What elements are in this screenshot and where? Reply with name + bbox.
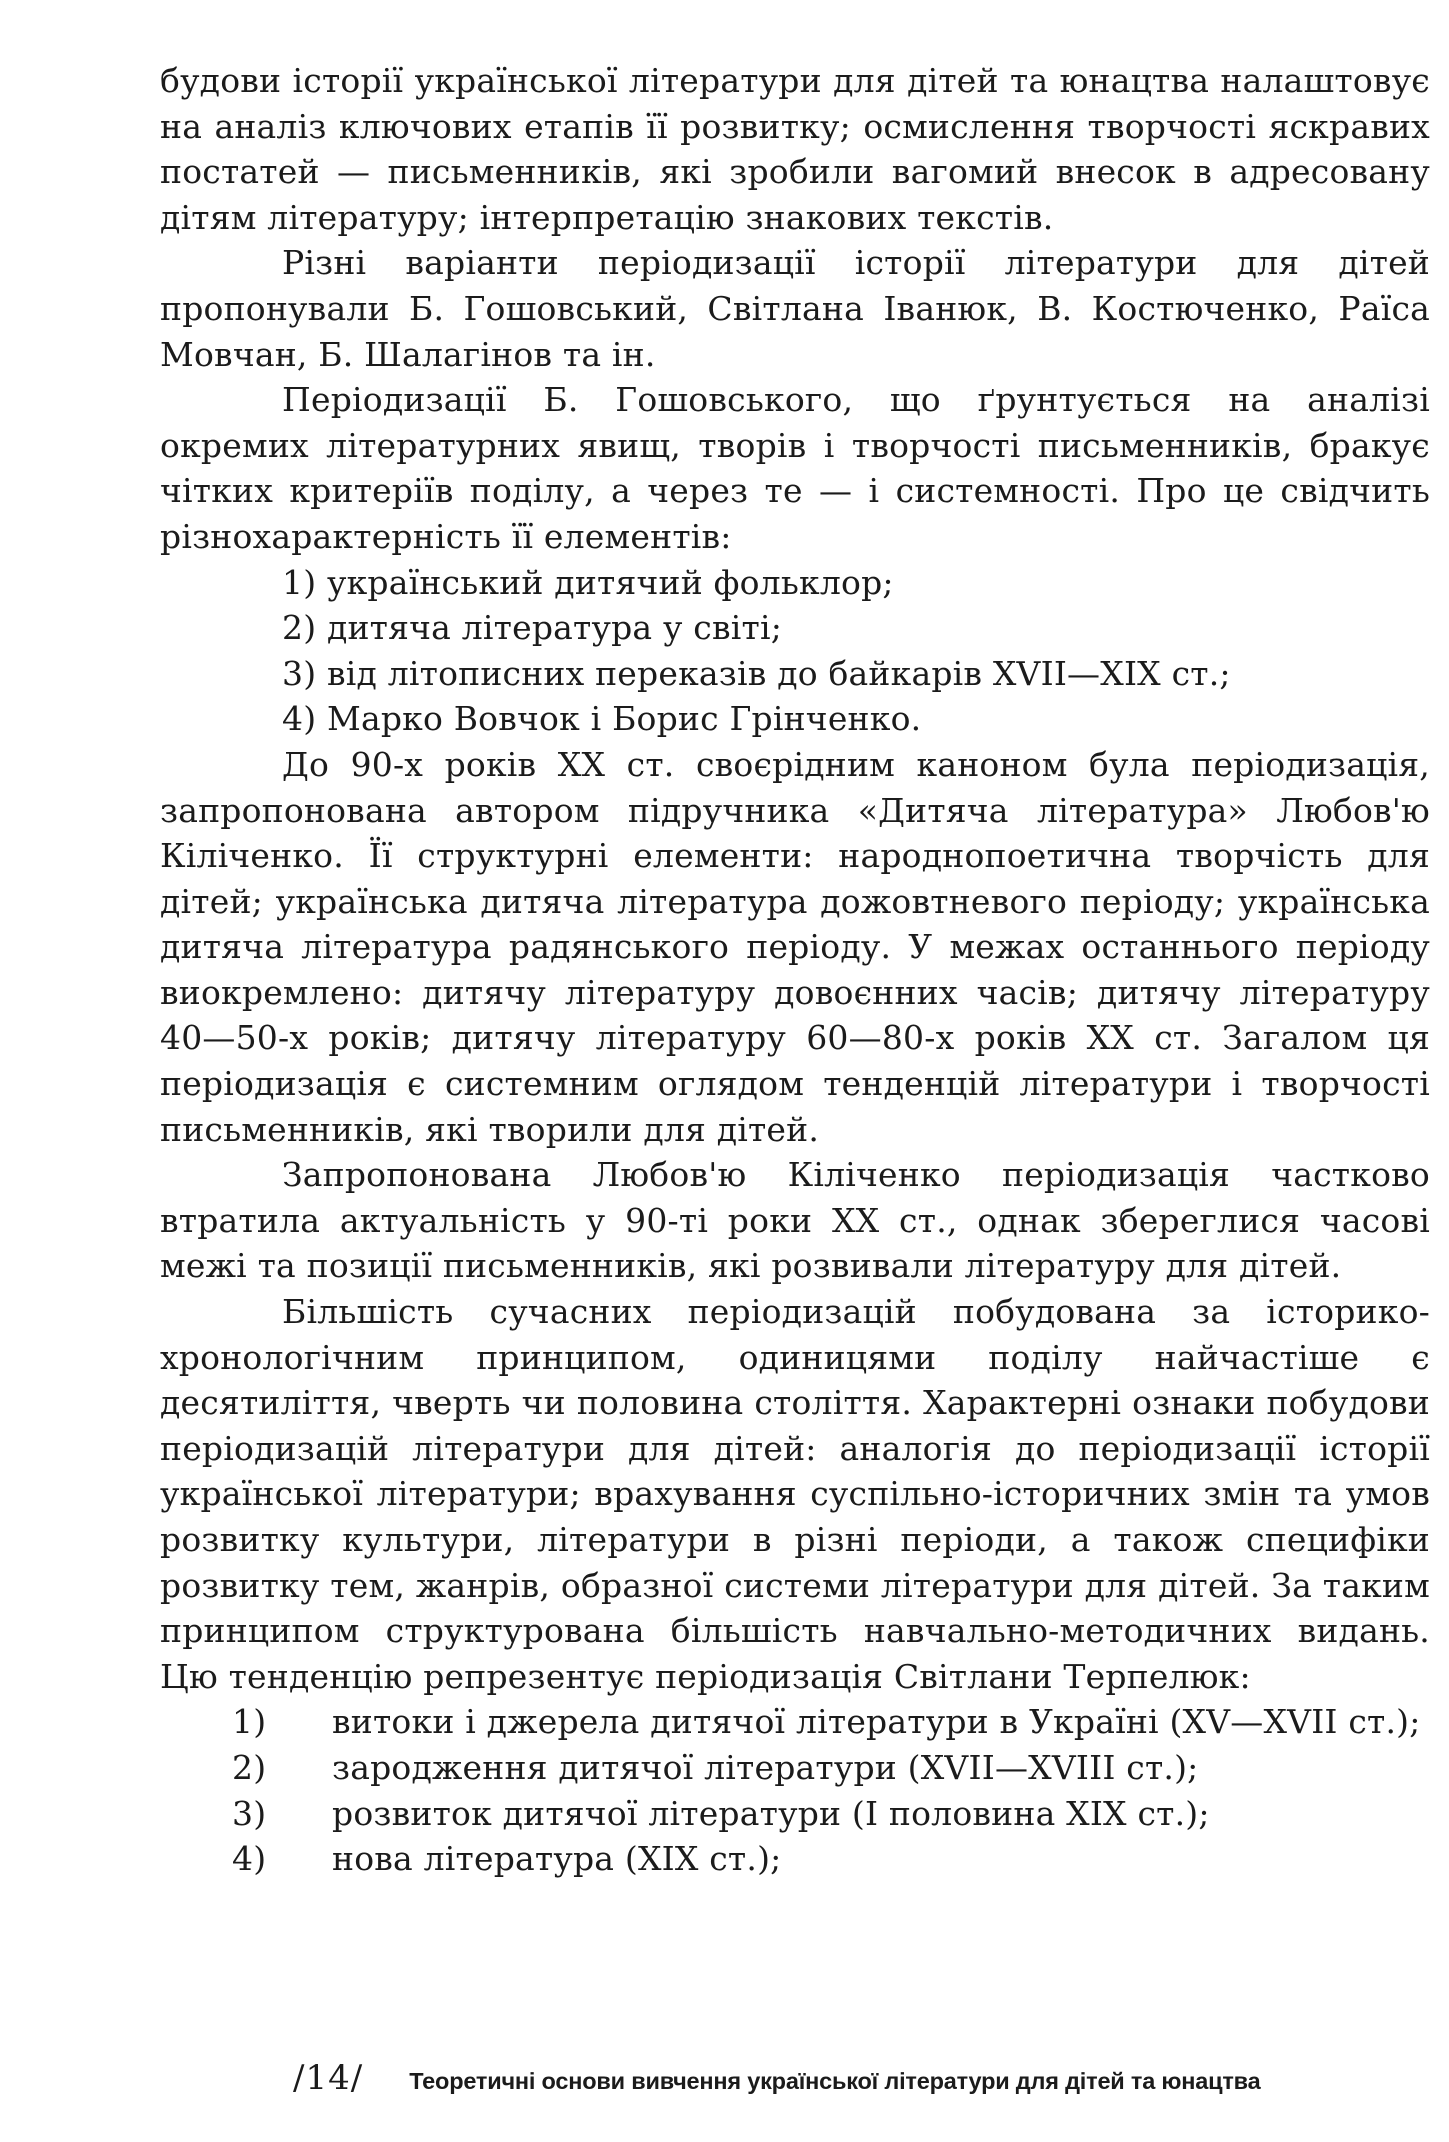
terpeliuk-periods-list [160, 1699, 1430, 1881]
list-item [160, 1745, 1430, 1791]
goshovsky-periods-list [160, 560, 1430, 742]
list-item [160, 1791, 1430, 1837]
paragraph-5: Запропонована Любов'ю Кіліченко періодизація частково втратила актуальність у 90-ті роки XX ст., однак збереглися часові межі та позиції письменників, які розвивали літературу для дітей. [160, 1155, 1430, 1286]
list-item-number: 2) [232, 1747, 267, 1787]
list-item: 3) від літописних переказів до байкарів XVII—XIX ст.; [282, 653, 1231, 693]
list-item-number: 4) [232, 1839, 267, 1879]
list-item-text: зародження дитячої літератури (XVII—XVIII ст.); [332, 1747, 1199, 1787]
list-item-number: 3) [232, 1793, 267, 1833]
list-item-number: 1) [232, 1702, 267, 1742]
page-content [160, 58, 1430, 1882]
list-item [160, 1836, 1430, 1882]
list-item: 4) Марко Вовчок і Борис Грінченко. [282, 699, 922, 739]
list-item-text: розвиток дитячої літератури (I половина XIX ст.); [332, 1793, 1210, 1833]
paragraph-6: Більшість сучасних періодизацій побудована за історико-хронологічним принципом, одиницями поділу найчастіше є десятиліття, чверть чи половина століття. Характерні ознаки побудови періодизацій літератури для дітей: аналогія до періодизації історії української літератури; врахування суспільно-історичних змін та умов розвитку культури, літератури в різні періоди, а також специфіки розвитку тем, жанрів, образної системи літератури для дітей. За таким принципом структурована більшість навчально-методичних видань. Цю тенденцію репрезентує періодизація Світлани Терпелюк: [160, 1292, 1430, 1696]
paragraph-1: будови історії української літератури для дітей та юнацтва налаштовує на аналіз ключових етапів її розвитку; осмислення творчості яскравих постатей — письменників, які зробили вагомий внесок в адресовану дітям літературу; інтерпретацію знакових текстів. [160, 61, 1430, 237]
running-title: Теоретичні основи вивчення української літератури для дітей та юнацтва [409, 2068, 1261, 2094]
paragraph-4: До 90-х років XX ст. своєрідним каноном була періодизація, запропонована автором підручника «Дитяча література» Любов'ю Кіліченко. Її структурні елементи: народнопоетична творчість для дітей; українська дитяча література дожовтневого періоду; українська дитяча література радянського періоду. У межах останнього періоду виокремлено: дитячу літературу довоєнних часів; дитячу літературу 40—50-х років; дитячу літературу 60—80-х років XX ст. Загалом ця періодизація є системним оглядом тенденцій літератури і творчості письменників, які творили для дітей. [160, 744, 1430, 1149]
page-number: /14/ [293, 2058, 364, 2098]
list-item: 1) український дитячий фольклор; [282, 562, 894, 602]
list-item [160, 1699, 1430, 1745]
list-item-text: нова література (XIX ст.); [332, 1839, 782, 1879]
paragraph-3: Періодизації Б. Гошовського, що ґрунтується на аналізі окремих літературних явищ, творів і творчості письменників, бракує чітких критеріїв поділу, а через те — і системності. Про це свідчить різнохарактерність її елементів: [160, 380, 1430, 556]
list-item-text: витоки і джерела дитячої літератури в Україні (XV—XVII ст.); [332, 1702, 1421, 1742]
page-footer [293, 2058, 1393, 2108]
list-item: 2) дитяча література у світі; [282, 608, 783, 648]
body-text [160, 58, 1430, 1882]
paragraph-2: Різні варіанти періодизації історії літератури для дітей пропонували Б. Гошовський, Світлана Іванюк, В. Костюченко, Раїса Мовчан, Б. Шалагінов та ін. [160, 243, 1430, 374]
